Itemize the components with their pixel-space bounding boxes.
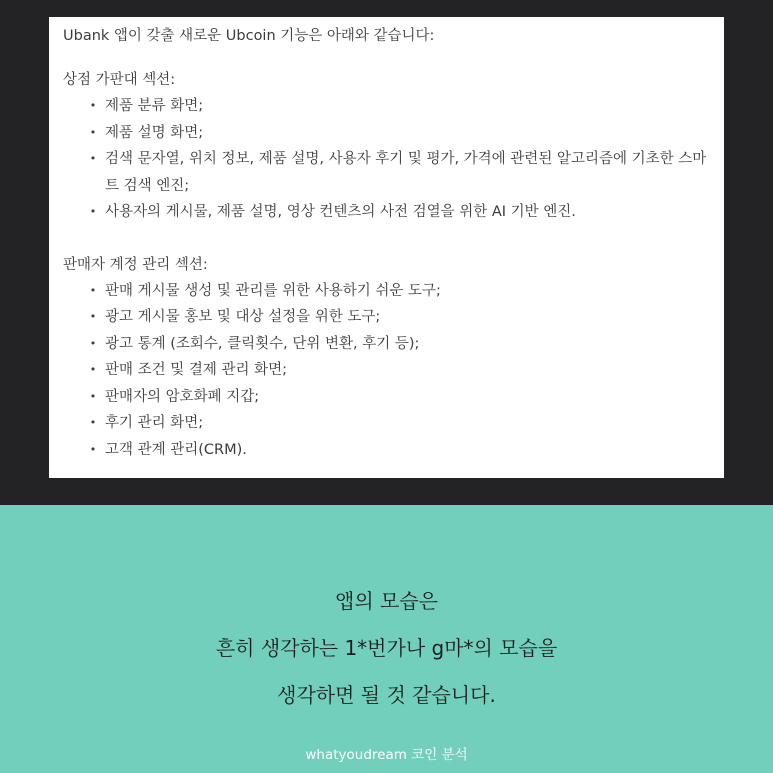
bullet-icon: • (89, 310, 97, 323)
list-item-text: 광고 통계 (조회수, 클릭횟수, 단위 변환, 후기 등); (105, 335, 420, 352)
list-item (85, 278, 710, 305)
bullet-icon: • (89, 389, 97, 403)
list-item (85, 410, 710, 437)
list-item-text: 판매 게시물 생성 및 관리를 위한 사용하기 쉬운 도구; (105, 282, 441, 299)
list-item (85, 93, 710, 120)
bullet-icon: • (89, 205, 97, 218)
list-item-text: 판매 조건 및 결제 관리 화면; (105, 362, 288, 378)
teal-caption-panel (0, 505, 773, 773)
bullet-icon: • (89, 363, 97, 376)
list-item-text: 제품 분류 화면; (105, 98, 204, 114)
spacer (63, 49, 710, 67)
list-item (85, 331, 710, 358)
section-heading-store: 상점 가판대 섹션: (63, 72, 176, 88)
caption-text (0, 578, 773, 719)
bullet-icon: • (89, 283, 97, 297)
list-item-text: 광고 게시물 홍보 및 대상 설정을 위한 도구; (105, 309, 381, 325)
list-item (85, 120, 710, 147)
list-item (85, 384, 710, 411)
bullet-icon: • (89, 416, 97, 429)
caption-line: 생각하면 될 것 같습니다. (277, 683, 496, 707)
caption-line: 흔히 생각하는 1*번가나 g마*의 모습을 (215, 636, 558, 660)
section-heading-seller: 판매자 계정 관리 섹션: (63, 256, 208, 273)
list-item-text: 고객 관계 관리(CRM). (105, 441, 247, 458)
bullet-icon: • (89, 152, 97, 165)
list-item (85, 199, 710, 226)
footer-credit: whatyoudream 코인 분석 (305, 747, 468, 763)
store-feature-list (63, 93, 710, 226)
list-item (85, 437, 710, 464)
seller-feature-list (63, 278, 710, 464)
bullet-icon: • (89, 336, 97, 350)
list-item (85, 304, 710, 331)
list-item-text: 후기 관리 화면; (105, 415, 204, 431)
feature-document (49, 17, 724, 478)
list-item-text: 사용자의 게시물, 제품 설명, 영상 컨텐츠의 사전 검열을 위한 AI 기반 엔진. (105, 204, 576, 220)
caption-line: 앱의 모습은 (335, 589, 438, 613)
list-item-text: 판매자의 암호화폐 지갑; (105, 388, 260, 405)
list-item (85, 146, 710, 199)
list-item (85, 357, 710, 384)
bullet-icon: • (89, 442, 97, 456)
document-intro: Ubank 앱이 갖출 새로운 Ubcoin 기능은 아래와 같습니다: (63, 28, 435, 44)
list-item-text: 검색 문자열, 위치 정보, 제품 설명, 사용자 후기 및 평가, 가격에 관련된 알고리즘에 기초한 스마트 검색 엔진; (105, 151, 707, 194)
bullet-icon: • (89, 99, 97, 112)
list-item-text: 제품 설명 화면; (105, 124, 204, 141)
bullet-icon: • (89, 125, 97, 139)
spacer (63, 226, 710, 252)
